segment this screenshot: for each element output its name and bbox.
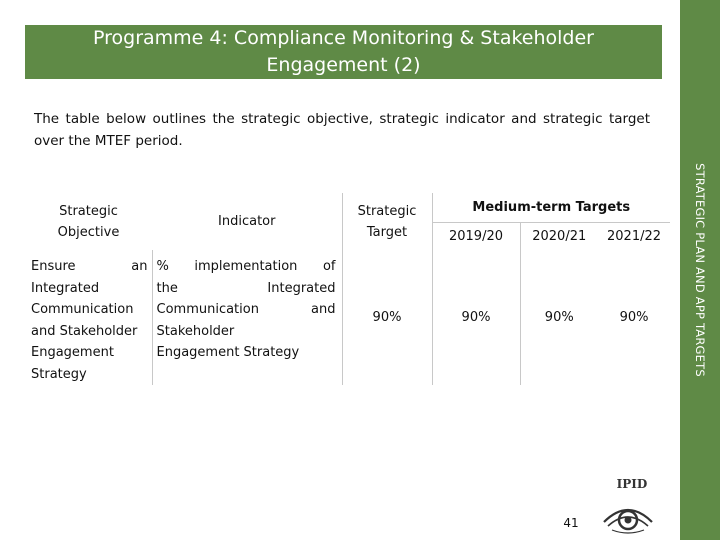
title-line-2: Engagement (2) — [266, 54, 421, 76]
targets-table — [25, 193, 670, 385]
objective-line: Strategy — [31, 366, 87, 382]
header-indicator: Indicator — [218, 214, 276, 229]
page-number: 41 — [563, 516, 579, 530]
header-objective — [25, 193, 152, 250]
cell-target-2020: 90% — [520, 250, 598, 385]
cell-objective — [25, 250, 152, 385]
table-row — [25, 250, 670, 385]
title-bar — [25, 25, 662, 79]
intro-paragraph: The table below outlines the strategic objective, strategic indicator and strategic target over the MTEF period. — [34, 111, 650, 149]
cell-strategic-target: 90% — [342, 250, 432, 385]
header-medium-term: Medium-term Targets — [432, 193, 670, 222]
header-target-line-1: Strategic — [357, 203, 417, 219]
header-target — [342, 193, 432, 250]
header-row-1 — [25, 193, 670, 222]
objective-line: Integrated — [31, 280, 100, 296]
objective-line: Ensure an — [31, 259, 148, 274]
header-target-line-2: Target — [366, 224, 408, 240]
title-line-1: Programme 4: Compliance Monitoring & Stakeholder — [93, 27, 594, 49]
page-title — [93, 25, 594, 79]
indicator-line: Communication and — [156, 302, 336, 317]
logo-text: IPID — [616, 477, 648, 491]
header-objective-line-1: Strategic — [59, 203, 118, 219]
cell-target-2019: 90% — [432, 250, 520, 385]
header-year-2020: 2020/21 — [520, 222, 598, 250]
header-year-2021: 2021/22 — [607, 228, 662, 244]
cell-indicator — [152, 250, 342, 385]
header-year-2019: 2019/20 — [432, 222, 520, 250]
objective-line: Communication — [31, 302, 134, 317]
side-label: STRATEGIC PLAN AND APP TARGETS — [693, 163, 707, 377]
cell-target-2021: 90% — [619, 310, 649, 325]
indicator-line: % implementation of — [156, 259, 336, 274]
header-objective-line-2: Objective — [57, 224, 120, 240]
objective-line: and Stakeholder — [31, 323, 138, 339]
indicator-line: Stakeholder — [156, 323, 235, 339]
indicator-line: the Integrated — [156, 280, 336, 296]
indicator-line: Engagement Strategy — [156, 345, 300, 360]
objective-line: Engagement — [31, 345, 114, 360]
